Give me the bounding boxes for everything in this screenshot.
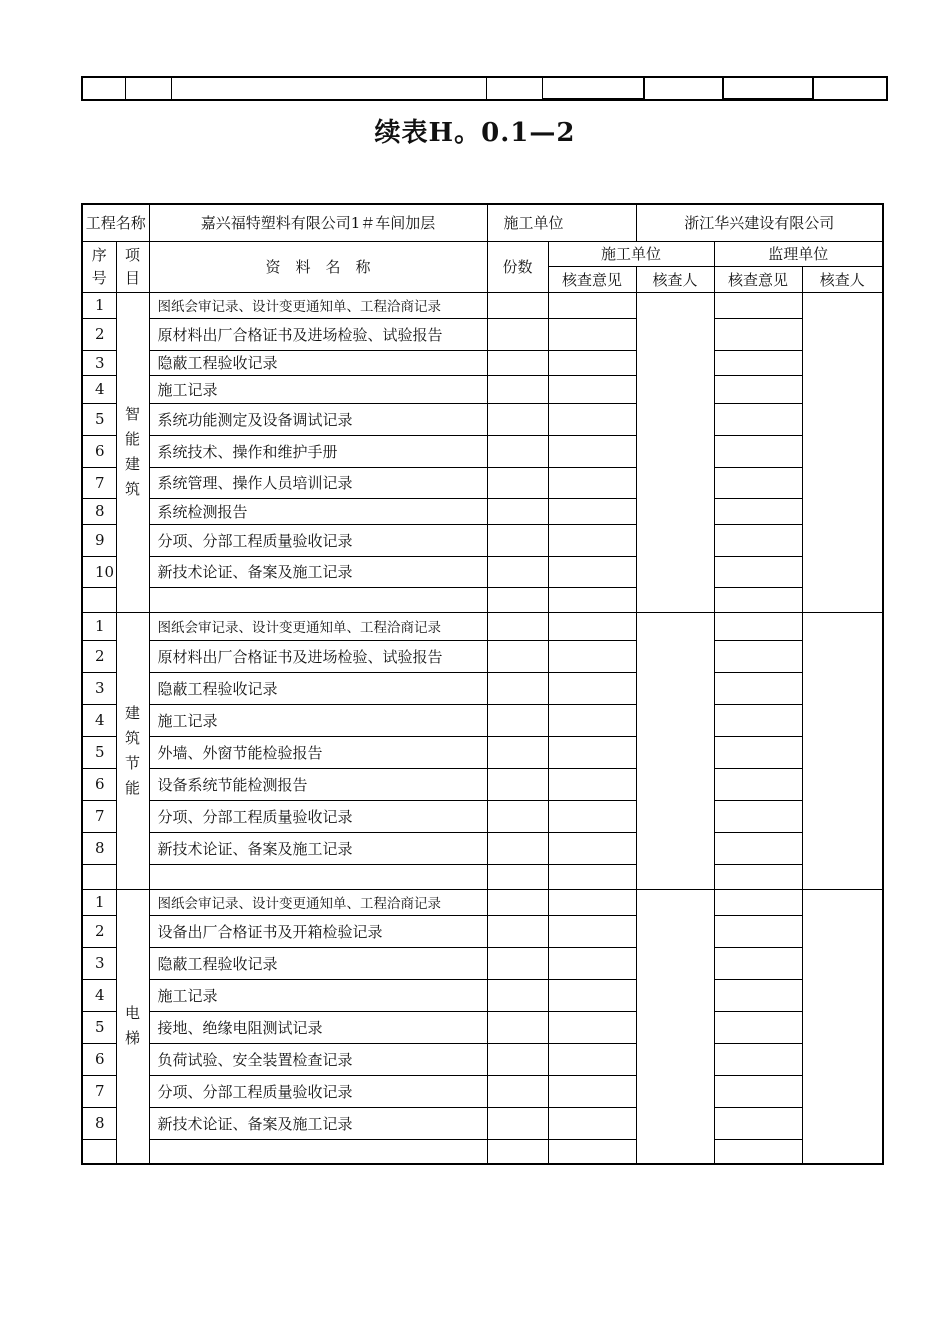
row-number: 4 (82, 979, 116, 1011)
table-row (82, 403, 883, 435)
project-name-label: 工程名称 (82, 204, 149, 241)
row-number: 2 (82, 640, 116, 672)
row-number (82, 1139, 116, 1164)
row-number: 2 (82, 318, 116, 350)
page-title: 续表H。0.1—2 (374, 118, 576, 148)
copies-cell[interactable] (487, 524, 548, 556)
copies-cell[interactable] (487, 832, 548, 864)
copies-cell[interactable] (487, 467, 548, 498)
copies-cell[interactable] (487, 640, 548, 672)
construction-opinion-cell[interactable] (548, 435, 636, 467)
document-name: 系统检测报告 (149, 498, 487, 524)
copies-cell[interactable] (487, 768, 548, 800)
copies-cell[interactable] (487, 889, 548, 915)
document-name: 施工记录 (149, 375, 487, 403)
row-number: 4 (82, 704, 116, 736)
table-row (82, 1043, 883, 1075)
column-header-row-1 (82, 241, 883, 266)
construction-opinion-cell[interactable] (548, 832, 636, 864)
table-row (82, 350, 883, 375)
table-row (82, 292, 883, 318)
supervision-opinion-cell[interactable] (714, 587, 802, 612)
table-row (82, 736, 883, 768)
supervision-checker-cell[interactable] (802, 889, 883, 1164)
table-row (82, 915, 883, 947)
copies-cell[interactable] (487, 498, 548, 524)
copies-cell[interactable] (487, 736, 548, 768)
supervision-opinion-cell[interactable] (714, 704, 802, 736)
document-name: 分项、分部工程质量验收记录 (149, 800, 487, 832)
copies-cell[interactable] (487, 350, 548, 375)
document-name (149, 864, 487, 889)
table-row (82, 768, 883, 800)
document-name: 隐蔽工程验收记录 (149, 947, 487, 979)
document-name (149, 587, 487, 612)
table-row (82, 1107, 883, 1139)
construction-opinion-cell[interactable] (548, 612, 636, 640)
copies-cell[interactable] (487, 612, 548, 640)
document-name: 隐蔽工程验收记录 (149, 350, 487, 375)
copies-cell[interactable] (487, 292, 548, 318)
supervision-opinion-cell[interactable] (714, 612, 802, 640)
construction-opinion-cell[interactable] (548, 1043, 636, 1075)
supervision-opinion-cell[interactable] (714, 292, 802, 318)
supervision-opinion-cell[interactable] (714, 832, 802, 864)
col-item-header: 项目 (116, 241, 149, 292)
col-construction-checker-header: 核查人 (636, 266, 714, 292)
construction-opinion-cell[interactable] (548, 375, 636, 403)
table-row (82, 672, 883, 704)
construction-opinion-cell[interactable] (548, 704, 636, 736)
document-name: 图纸会审记录、设计变更通知单、工程洽商记录 (149, 612, 487, 640)
row-number: 6 (82, 435, 116, 467)
table-row (82, 612, 883, 640)
row-number: 5 (82, 403, 116, 435)
supervision-opinion-cell[interactable] (714, 318, 802, 350)
category-label: 电梯 (125, 1004, 141, 1048)
document-name: 系统技术、操作和维护手册 (149, 435, 487, 467)
supervision-opinion-cell[interactable] (714, 556, 802, 587)
table-row (82, 556, 883, 587)
row-number: 3 (82, 947, 116, 979)
table-row (82, 587, 883, 612)
row-number: 8 (82, 1107, 116, 1139)
supervision-opinion-cell[interactable] (714, 1139, 802, 1164)
table-row (82, 524, 883, 556)
copies-cell[interactable] (487, 1075, 548, 1107)
supervision-opinion-cell[interactable] (714, 736, 802, 768)
previous-table-stub (81, 76, 888, 101)
construction-opinion-cell[interactable] (548, 1139, 636, 1164)
category-cell (116, 292, 149, 612)
supervision-opinion-cell[interactable] (714, 403, 802, 435)
construction-checker-cell[interactable] (636, 612, 714, 889)
construction-opinion-cell[interactable] (548, 864, 636, 889)
table-row (82, 864, 883, 889)
col-supervision-opinion-header: 核查意见 (714, 266, 802, 292)
col-copies-header: 份数 (487, 241, 548, 292)
construction-opinion-cell[interactable] (548, 350, 636, 375)
table-row (82, 318, 883, 350)
row-number: 9 (82, 524, 116, 556)
construction-opinion-cell[interactable] (548, 979, 636, 1011)
document-name: 新技术论证、备案及施工记录 (149, 1107, 487, 1139)
category-label: 智能建筑 (125, 405, 141, 498)
col-construction-unit-header: 施工单位 (548, 241, 714, 266)
supervision-opinion-cell[interactable] (714, 889, 802, 915)
copies-cell[interactable] (487, 864, 548, 889)
copies-cell[interactable] (487, 1139, 548, 1164)
table-row (82, 832, 883, 864)
table-row (82, 375, 883, 403)
construction-opinion-cell[interactable] (548, 736, 636, 768)
row-number: 2 (82, 915, 116, 947)
copies-cell[interactable] (487, 587, 548, 612)
construction-opinion-cell[interactable] (548, 587, 636, 612)
contractor-value: 浙江华兴建设有限公司 (636, 204, 883, 241)
table-row (82, 1011, 883, 1043)
supervision-opinion-cell[interactable] (714, 1043, 802, 1075)
copies-cell[interactable] (487, 375, 548, 403)
table-row (82, 800, 883, 832)
copies-cell[interactable] (487, 1011, 548, 1043)
copies-cell[interactable] (487, 318, 548, 350)
document-name: 分项、分部工程质量验收记录 (149, 1075, 487, 1107)
supervision-opinion-cell[interactable] (714, 979, 802, 1011)
construction-opinion-cell[interactable] (548, 768, 636, 800)
copies-cell[interactable] (487, 435, 548, 467)
contractor-label: 施工单位 (487, 204, 636, 241)
construction-opinion-cell[interactable] (548, 318, 636, 350)
document-name: 隐蔽工程验收记录 (149, 672, 487, 704)
supervision-opinion-cell[interactable] (714, 1075, 802, 1107)
row-number: 10 (82, 556, 116, 587)
col-supervision-unit-header: 监理单位 (714, 241, 883, 266)
supervision-opinion-cell[interactable] (714, 915, 802, 947)
document-name: 原材料出厂合格证书及进场检验、试验报告 (149, 640, 487, 672)
category-cell (116, 612, 149, 889)
row-number: 7 (82, 1075, 116, 1107)
supervision-opinion-cell[interactable] (714, 350, 802, 375)
supervision-opinion-cell[interactable] (714, 467, 802, 498)
category-label: 建筑节能 (125, 703, 141, 797)
construction-opinion-cell[interactable] (548, 889, 636, 915)
document-name: 系统管理、操作人员培训记录 (149, 467, 487, 498)
copies-cell[interactable] (487, 672, 548, 704)
construction-opinion-cell[interactable] (548, 1011, 636, 1043)
row-number: 3 (82, 672, 116, 704)
supervision-checker-cell[interactable] (802, 292, 883, 612)
copies-cell[interactable] (487, 800, 548, 832)
document-name: 图纸会审记录、设计变更通知单、工程洽商记录 (149, 889, 487, 915)
supervision-opinion-cell[interactable] (714, 947, 802, 979)
copies-cell[interactable] (487, 947, 548, 979)
construction-opinion-cell[interactable] (548, 800, 636, 832)
copies-cell[interactable] (487, 1043, 548, 1075)
col-construction-opinion-header: 核查意见 (548, 266, 636, 292)
row-number: 1 (82, 292, 116, 318)
col-seq-header: 序号 (82, 241, 116, 292)
construction-opinion-cell[interactable] (548, 947, 636, 979)
copies-cell[interactable] (487, 403, 548, 435)
row-number: 6 (82, 768, 116, 800)
supervision-opinion-cell[interactable] (714, 1011, 802, 1043)
construction-opinion-cell[interactable] (548, 556, 636, 587)
supervision-opinion-cell[interactable] (714, 498, 802, 524)
construction-opinion-cell[interactable] (548, 1075, 636, 1107)
row-number: 5 (82, 1011, 116, 1043)
document-name: 接地、绝缘电阻测试记录 (149, 1011, 487, 1043)
table-row (82, 640, 883, 672)
row-number: 3 (82, 350, 116, 375)
supervision-opinion-cell[interactable] (714, 800, 802, 832)
construction-opinion-cell[interactable] (548, 403, 636, 435)
construction-checker-cell[interactable] (636, 889, 714, 1164)
construction-opinion-cell[interactable] (548, 640, 636, 672)
document-name: 外墙、外窗节能检验报告 (149, 736, 487, 768)
category-cell (116, 889, 149, 1164)
row-number (82, 587, 116, 612)
supervision-opinion-cell[interactable] (714, 672, 802, 704)
supervision-opinion-cell[interactable] (714, 864, 802, 889)
document-name: 分项、分部工程质量验收记录 (149, 524, 487, 556)
table-row (82, 947, 883, 979)
row-number: 5 (82, 736, 116, 768)
copies-cell[interactable] (487, 1107, 548, 1139)
supervision-opinion-cell[interactable] (714, 524, 802, 556)
table-row (82, 1075, 883, 1107)
document-name: 新技术论证、备案及施工记录 (149, 556, 487, 587)
document-name: 设备系统节能检测报告 (149, 768, 487, 800)
construction-opinion-cell[interactable] (548, 524, 636, 556)
col-doc-name-header: 资 料 名 称 (149, 241, 487, 292)
construction-opinion-cell[interactable] (548, 292, 636, 318)
col-supervision-checker-header: 核查人 (802, 266, 883, 292)
copies-cell[interactable] (487, 915, 548, 947)
document-name: 施工记录 (149, 979, 487, 1011)
table-row (82, 467, 883, 498)
row-number: 1 (82, 889, 116, 915)
supervision-opinion-cell[interactable] (714, 435, 802, 467)
construction-opinion-cell[interactable] (548, 498, 636, 524)
copies-cell[interactable] (487, 704, 548, 736)
table-row (82, 889, 883, 915)
construction-opinion-cell[interactable] (548, 915, 636, 947)
document-name: 施工记录 (149, 704, 487, 736)
header-row-project (82, 204, 883, 241)
table-row (82, 435, 883, 467)
row-number: 8 (82, 498, 116, 524)
construction-checker-cell[interactable] (636, 292, 714, 612)
document-name: 负荷试验、安全装置检查记录 (149, 1043, 487, 1075)
row-number: 8 (82, 832, 116, 864)
row-number (82, 864, 116, 889)
checklist-table (81, 203, 884, 1165)
project-name-value: 嘉兴福特塑料有限公司1＃车间加层 (149, 204, 487, 241)
document-name: 图纸会审记录、设计变更通知单、工程洽商记录 (149, 292, 487, 318)
supervision-opinion-cell[interactable] (714, 640, 802, 672)
construction-opinion-cell[interactable] (548, 467, 636, 498)
table-row (82, 1139, 883, 1164)
table-row (82, 498, 883, 524)
document-name (149, 1139, 487, 1164)
copies-cell[interactable] (487, 556, 548, 587)
document-name: 新技术论证、备案及施工记录 (149, 832, 487, 864)
supervision-checker-cell[interactable] (802, 612, 883, 889)
table-row (82, 979, 883, 1011)
row-number: 7 (82, 467, 116, 498)
document-name: 系统功能测定及设备调试记录 (149, 403, 487, 435)
row-number: 4 (82, 375, 116, 403)
supervision-opinion-cell[interactable] (714, 768, 802, 800)
table-row (82, 704, 883, 736)
copies-cell[interactable] (487, 979, 548, 1011)
supervision-opinion-cell[interactable] (714, 375, 802, 403)
row-number: 1 (82, 612, 116, 640)
construction-opinion-cell[interactable] (548, 672, 636, 704)
row-number: 6 (82, 1043, 116, 1075)
supervision-opinion-cell[interactable] (714, 1107, 802, 1139)
construction-opinion-cell[interactable] (548, 1107, 636, 1139)
row-number: 7 (82, 800, 116, 832)
document-name: 设备出厂合格证书及开箱检验记录 (149, 915, 487, 947)
document-name: 原材料出厂合格证书及进场检验、试验报告 (149, 318, 487, 350)
